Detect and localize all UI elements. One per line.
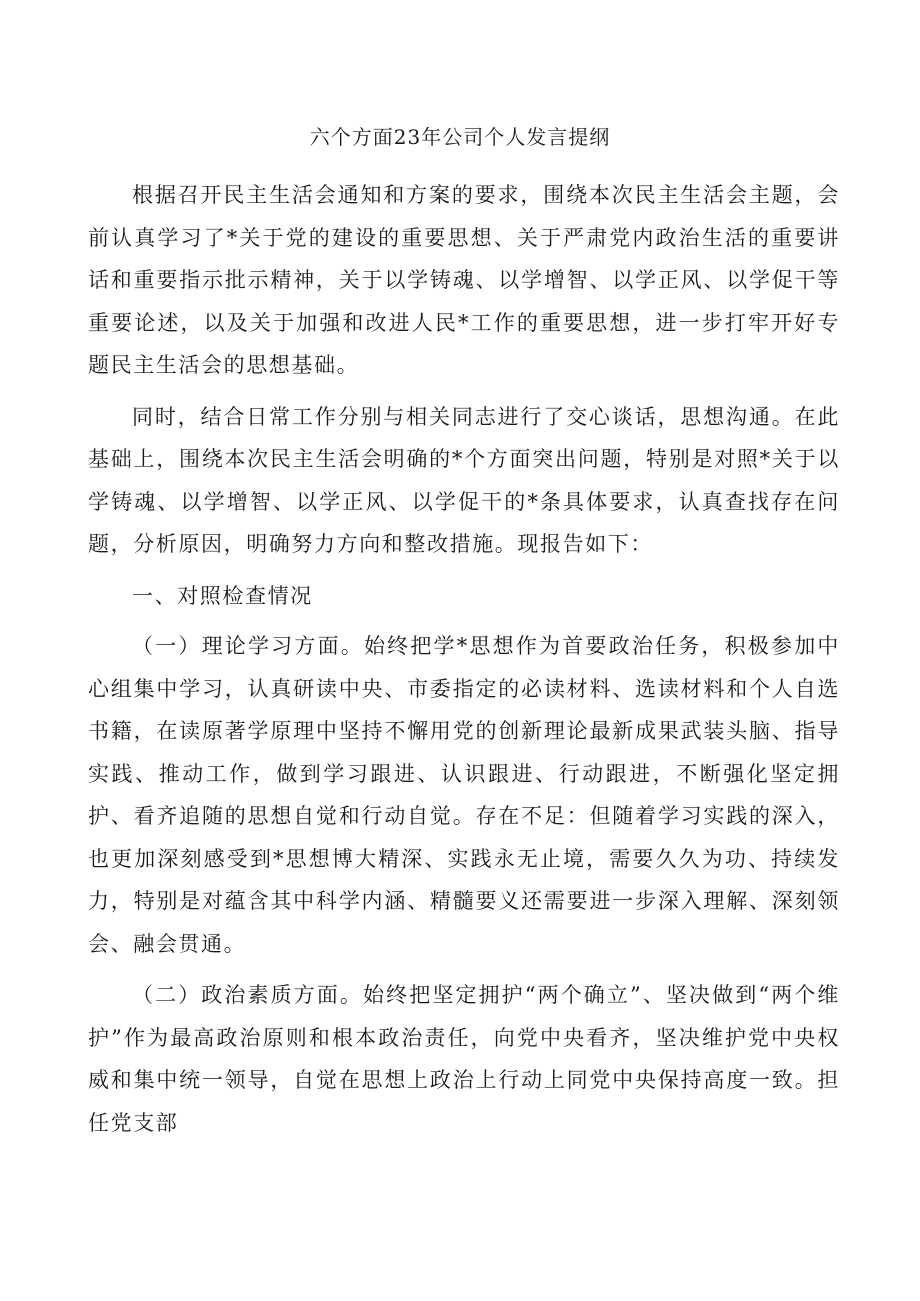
section-paragraph-politics: （二）政治素质方面。始终把坚定拥护“两个确立”、坚决做到“两个维护”作为最高政治原则和根本政治责任，向党中央看齐，坚决维护党中央权威和集中统一领导，自觉在思想上政治上行动上同党中央保持高度一致。担任党支部: [88, 983, 840, 1135]
section-paragraph-theory: （一）理论学习方面。始终把学*思想作为首要政治任务，积极参加中心组集中学习，认真研读中央、市委指定的必读材料、选读材料和个人自选书籍，在读原著学原理中坚持不懈用党的创新理论最新成果武装头脑、指导实践、推动工作，做到学习跟进、认识跟进、行动跟进，不断强化坚定拥护、看齐追随的思想自觉和行动自觉。存在不足：但随着学习实践的深入，也更加深刻感受到*思想博大精深、实践永无止境，需要久久为功、持续发力，特别是对蕴含其中科学内涵、精髓要义还需要进一步深入理解、深刻领会、融会贯通。: [88, 634, 840, 956]
section-heading: 一、对照检查情况: [132, 583, 313, 608]
document-body: [88, 174, 840, 1153]
document-title: 六个方面23年公司个人发言提纲: [309, 125, 611, 149]
intro-paragraph-1: 根据召开民主生活会通知和方案的要求，围绕本次民主生活会主题，会前认真学习了*关于党的建设的重要思想、关于严肃党内政治生活的重要讲话和重要指示批示精神，关于以学铸魂、以学增智、以学正风、以学促干等重要论述，以及关于加强和改进人民*工作的重要思想，进一步打牢开好专题民主生活会的思想基础。: [88, 183, 840, 377]
intro-paragraph-2: 同时，结合日常工作分别与相关同志进行了交心谈话，思想沟通。在此基础上，围绕本次民主生活会明确的*个方面突出问题，特别是对照*关于以学铸魂、以学增智、以学正风、以学促干的*条具体要求，认真查找存在问题，分析原因，明确努力方向和整改措施。现报告如下：: [88, 404, 840, 556]
